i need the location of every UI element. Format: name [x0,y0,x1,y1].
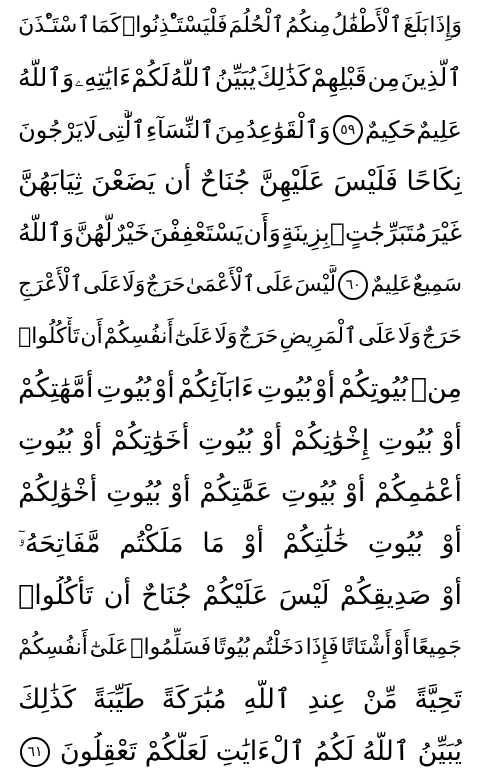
verse-word: عَلَىٰٓ [174,324,214,350]
verse-word: ٱلْأَعْرَجِ [18,272,83,298]
verse-word: أَوْ [314,372,336,404]
verse-word: عَلَىٰٓ [89,635,129,661]
verse-word: مِنۢ [410,372,462,404]
verse-word: خَيْرٌ [112,218,150,248]
verse-word: فَلَيْسَ [333,165,398,197]
text-line [18,369,462,409]
verse-word: أُمَّهَٰتِكُمْ [18,372,94,404]
verse-word: عَلَى [255,272,295,298]
verse-word: عَلَيْكُمْ [202,580,269,612]
verse-word: ٱلْءَايَٰتِ [215,735,306,767]
verse-word: أَنفُسِكُمْ [18,635,88,661]
verse-word: بَلَغَ [403,13,429,38]
verse-word: بُيُوتِكُمْ [337,372,408,404]
verse-word: تَحِيَّةً [414,683,462,715]
verse-word: لَّيْسَ [294,272,337,298]
verse-word: بُيُوتِ [106,476,162,508]
verse-word: غَيْرَ [427,218,462,248]
verse-word: وَلَا [214,324,238,350]
verse-word: طَيِّبَةً [92,683,146,715]
verse-word: مَلَكْتُم [119,528,184,560]
verse-word: أَوْ [393,635,410,661]
text-line [18,732,462,772]
verse-word: أَن [103,580,131,612]
verse-word: مَا [202,528,225,560]
verse-word: دَخَلْتُم [251,635,304,661]
verse-word: وَلَا [122,272,146,298]
verse-word: وَإِذَا [429,13,462,38]
verse-word: عَلَيْهِنَّ [258,165,325,197]
verse-word: ءَايَٰتِهِۦ [74,62,131,92]
verse-word: أَن [163,165,192,197]
verse-word: عَلِيمٌ [370,272,413,298]
verse-word: أَوْ [344,476,366,508]
verse-word: لَّهُنَّ [74,218,113,248]
text-line [18,680,462,720]
text-line [18,213,462,253]
verse-word: أَوْ [81,424,103,456]
verse-word: وَٱللَّهُ [18,62,75,92]
verse-word: تَعْقِلُونَ [59,735,137,767]
ayah-number-marker: ٦١ [20,737,50,767]
verse-word: بُيُوتِ [18,424,74,456]
verse-word: عَمَّٰتِكُمْ [199,476,273,508]
verse-word: بُيُوتِ [96,372,152,404]
verse-word: حَرَجٌ [145,272,186,298]
verse-word: صَدِيقِكُمْ [339,580,432,612]
ayah-number-marker: ٦٠ [338,270,368,300]
verse-word: ءَابَآئِكُمْ [177,372,254,404]
verse-word: بُيُوتًا [212,635,250,661]
text-line [18,6,462,46]
verse-word: حَكِيمٌ [364,115,417,144]
verse-word: لَعَلَّكُمْ [144,735,208,767]
text-line [18,524,462,564]
verse-word: أَخْوَٰلِكُمْ [18,476,98,508]
verse-word: تَأْكُلُوا۟ [18,580,94,612]
verse-word: حَرَجٌ [422,324,462,350]
verse-word: بُيُوتِ [377,424,433,456]
verse-word: أَوْ [261,424,283,456]
verse-word: إِخْوَٰنِكُمْ [290,424,370,456]
text-line [18,317,462,357]
verse-word: ٱلْأَطْفَٰلُ [331,13,403,38]
verse-word: تَأْكُلُوا۟ [18,324,80,350]
verse-word: ٱللَّهِ [243,683,291,715]
verse-word: لَكُمُ [313,735,355,767]
verse-word: مُبَٰرَكَةً [161,683,227,715]
verse-word: مِنَ [214,115,246,144]
verse-word: ٱلَّٰتِى [97,115,146,144]
verse-word: ٱلْمَرِيضِ [279,324,358,350]
verse-word: قَبْلِهِمْ [310,62,367,92]
verse-word: أَخَوَٰتِكُمْ [110,424,190,456]
verse-word: ٱلنِّسَآءِ [145,115,215,144]
verse-word: وَٱللَّهُ [18,218,75,248]
verse-word: فَلْيَسْتَـْٔذِنُوا۟ [122,13,228,38]
verse-word: أَن [80,324,103,350]
verse-word: ٱلْحُلُمَ [228,13,285,38]
text-line [18,473,462,513]
verse-word: فَإِذَا [305,635,339,661]
verse-word: يُبَيِّنُ [417,735,462,767]
verse-word: بِزِينَةٍ [281,218,330,248]
verse-word: عِندِ [307,683,346,715]
verse-word: وَأَن [243,218,281,248]
verse-word: ٱسْتَـْٔذَنَ [18,13,91,38]
verse-word: وَٱلْقَوَٰعِدُ [246,115,331,144]
verse-word: بُيُوتِ [256,372,312,404]
verse-word: أَوْ [441,580,462,612]
verse-word: وَلَا [397,324,422,350]
verse-word: بُيُوتِ [367,528,423,560]
verse-word: يَرْجُونَ [18,115,83,144]
verse-word: كَذَٰلِكَ [256,62,311,92]
text-line [18,421,462,461]
verse-word: يَضَعْنَ [90,165,156,197]
verse-word: يَسْتَعْفِفْنَ [149,218,244,248]
verse-word: أَوْ [170,476,191,508]
text-line [18,576,462,616]
text-line [18,162,462,202]
verse-word: مِنكُمُ [285,13,331,38]
verse-word: ثِيَابَهُنَّ [18,165,83,197]
verse-word: مِن [367,62,400,92]
verse-word: جُنَاحٌ [199,165,251,197]
verse-word: أَوْ [243,528,265,560]
verse-word: ٱلَّذِينَ [400,62,462,92]
verse-word: أَنفُسِكُمْ [103,324,174,350]
verse-word: مِّنْ [362,683,398,715]
verse-word: ٱللَّهُ [362,735,410,767]
verse-word: بُيُوتِ [197,424,253,456]
verse-word: أَوْ [441,424,462,456]
verse-word: عَلِيمٌ [416,115,462,144]
verse-word: لَيْسَ [278,580,330,612]
verse-word: لَا [83,115,97,144]
verse-word: عَلَى [83,272,122,298]
verse-word: فَسَلِّمُوا۟ [130,635,212,661]
verse-word: مُتَبَرِّجَٰتٍۭ [330,218,428,248]
verse-word: نِكَاحًا [406,165,462,197]
verse-word: ٱللَّهُ [170,62,215,92]
verse-word: سَمِيعٌ [412,272,462,298]
verse-word: عَلَى [358,324,397,350]
verse-word: جَمِيعًا [411,635,462,661]
verse-word: خَٰلَٰتِكُمْ [282,528,350,560]
verse-word: مَّفَاتِحَهُۥٓ [18,528,101,560]
verse-word: لَكُمْ [131,62,170,92]
verse-word: أَوْ [441,528,462,560]
verse-word: حَرَجٌ [238,324,279,350]
verse-word: أَشْتَاتًا [340,635,392,661]
verse-word: أَعْمَٰمِكُمْ [374,476,462,508]
verse-word: جُنَاحٌ [141,580,192,612]
verse-word: ٱلْأَعْمَىٰ [185,272,256,298]
verse-word: بُيُوتِ [281,476,337,508]
text-line [18,265,462,305]
verse-word: أَوْ [154,372,175,404]
text-line [18,628,462,668]
text-line [18,110,462,150]
text-line [18,58,462,98]
verse-word: يُبَيِّنُ [214,62,256,92]
verse-word: كَمَا [91,13,122,38]
ayah-number-marker: ٥٩ [333,115,363,145]
verse-word: كَذَٰلِكَ [18,683,77,715]
